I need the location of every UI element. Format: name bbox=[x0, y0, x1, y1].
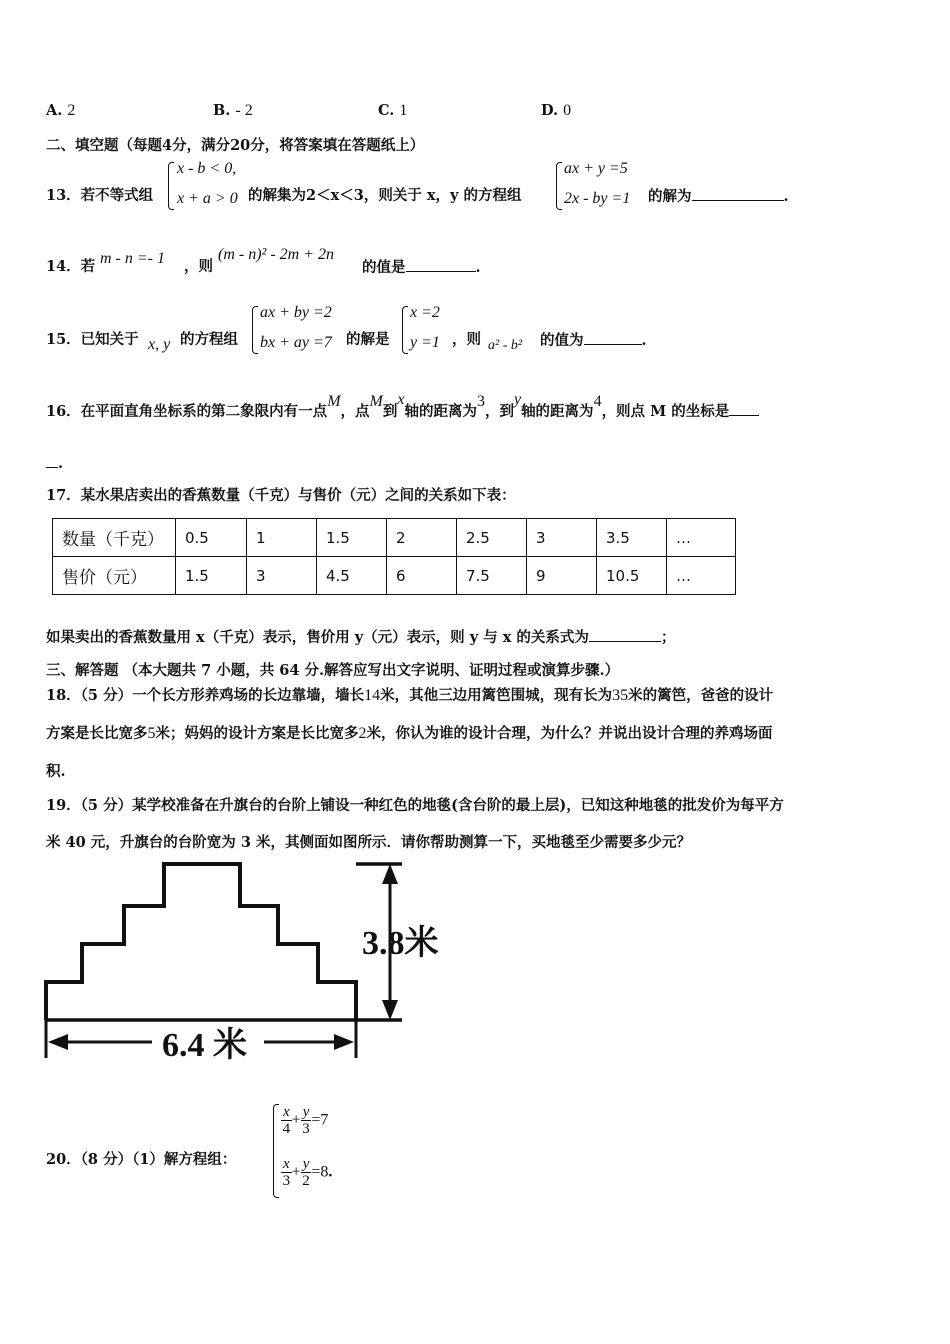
table-header-quantity: 数量（千克） bbox=[53, 519, 176, 557]
q13-eq1: ax + y =5 bbox=[564, 160, 628, 177]
q14-prefix: 14．若 bbox=[46, 258, 96, 275]
q15-sol2: y =1 bbox=[410, 334, 440, 351]
q13-ineq1: x - b < 0, bbox=[177, 160, 237, 177]
table-cell: 7.5 bbox=[457, 557, 527, 595]
q14-cond: m - n =- 1 bbox=[100, 250, 166, 267]
table-cell: 1 bbox=[247, 519, 317, 557]
banana-price-table bbox=[52, 518, 736, 595]
section3-header: 三、解答题 （本大题共 7 小题，共 64 分.解答应写出文字说明、证明过程或演算步骤.） bbox=[46, 662, 620, 679]
table-cell: … bbox=[667, 557, 736, 595]
q16-continuation: . bbox=[46, 453, 63, 474]
q20-eq1: $\frac{x}{4}$ + $\frac{y}{3}$ =7 bbox=[282, 1104, 329, 1137]
q16-answer-blank-cont[interactable] bbox=[46, 453, 58, 468]
frac-y-2: $\frac{y}{2}$ bbox=[302, 1156, 310, 1189]
q17-answer-blank[interactable] bbox=[589, 627, 661, 642]
table-cell: 10.5 bbox=[597, 557, 667, 595]
q18-line1: 18．（5 分）一个长方形养鸡场的长边靠墙，墙长14米，其他三边用篱笆围城，现有长为35米的篱笆，爸爸的设计 bbox=[46, 687, 774, 704]
q15-eq2: bx + ay =7 bbox=[260, 334, 332, 351]
table-cell: 2 bbox=[387, 519, 457, 557]
table-cell: 2.5 bbox=[457, 519, 527, 557]
stairs-outline bbox=[46, 864, 356, 1020]
q15-mid2: 的解是 bbox=[346, 331, 390, 348]
q15-mid1: 的方程组 bbox=[180, 331, 238, 348]
q14-suffix: 的值是 . bbox=[362, 259, 481, 276]
table-cell: 4.5 bbox=[317, 557, 387, 595]
section2-header: 二、填空题（每题4分，满分20分，将答案填在答题纸上） bbox=[46, 137, 425, 154]
q19-line1: 19．（5 分）某学校准备在升旗台的台阶上铺设一种红色的地毯(含台阶的最上层)，已知这种地毯的批发价为每平方 bbox=[46, 797, 784, 814]
q15-sol1: x =2 bbox=[410, 304, 440, 321]
height-arrow-down bbox=[382, 1000, 398, 1020]
q16-answer-blank[interactable] bbox=[729, 401, 759, 416]
q17-intro: 17．某水果店卖出的香蕉数量（千克）与售价（元）之间的关系如下表： bbox=[46, 487, 516, 504]
q13-brace-2 bbox=[556, 162, 562, 210]
q20-prefix: 20．（8 分）（1）解方程组： bbox=[46, 1151, 237, 1168]
q18-line2: 方案是长比宽多5米；妈妈的设计方案是长比宽多2米，你认为谁的设计合理，为什么？并说出设计合理的养鸡场面 bbox=[46, 725, 773, 742]
q13-ineq2: x + a > 0 bbox=[177, 190, 238, 207]
q20-eq2: $\frac{x}{3}$ + $\frac{y}{2}$ =8. bbox=[282, 1156, 333, 1189]
frac-x-3: $\frac{x}{3}$ bbox=[282, 1156, 291, 1189]
q13-suffix: 的解为 . bbox=[648, 188, 789, 205]
width-label: 6.4 米 bbox=[162, 1027, 247, 1064]
q17-question: 如果卖出的香蕉数量用 x（千克）表示，售价用 y（元）表示，则 y 与 x 的关系式为 ； bbox=[46, 629, 676, 646]
q19-line2: 米 40 元，升旗台的台阶宽为 3 米，其侧面如图所示．请你帮助测算一下，买地毯至少需要多少元？ bbox=[46, 834, 691, 851]
q13-eq2: 2x - by =1 bbox=[564, 190, 631, 207]
frac-x-4: $\frac{x}{4}$ bbox=[282, 1104, 291, 1137]
width-arrow-right bbox=[334, 1034, 354, 1050]
stairs-figure bbox=[40, 858, 460, 1068]
q15-mid3: ，则 bbox=[452, 331, 481, 348]
width-arrow-left bbox=[48, 1034, 68, 1050]
choice-a: A. 2 bbox=[46, 102, 76, 119]
table-cell: 6 bbox=[387, 557, 457, 595]
table-cell: 3 bbox=[247, 557, 317, 595]
q15-answer-blank[interactable] bbox=[584, 330, 642, 345]
table-cell: … bbox=[667, 519, 736, 557]
q16-line: 16．在平面直角坐标系的第二象限内有一点M，点M到x轴的距离为3，到y轴的距离为4，则点 M 的坐标是 bbox=[46, 401, 759, 422]
q20-brace bbox=[273, 1104, 279, 1198]
q15-suffix: 的值为 . bbox=[540, 332, 647, 349]
table-header-price: 售价（元） bbox=[53, 557, 176, 595]
q14-expr: (m - n)² - 2m + 2n bbox=[218, 246, 335, 263]
q18-line3: 积. bbox=[46, 763, 66, 780]
q13-brace-1 bbox=[168, 162, 174, 210]
table-cell: 3 bbox=[527, 519, 597, 557]
table-row bbox=[53, 519, 736, 557]
q15-brace-2 bbox=[402, 306, 408, 354]
table-row bbox=[53, 557, 736, 595]
table-cell: 1.5 bbox=[176, 557, 247, 595]
q15-eq1: ax + by =2 bbox=[260, 304, 332, 321]
table-cell: 1.5 bbox=[317, 519, 387, 557]
q13-answer-blank[interactable] bbox=[692, 186, 784, 201]
q15-brace-1 bbox=[252, 306, 258, 354]
choice-b: B. - 2 bbox=[213, 102, 253, 119]
choice-d: D. 0 bbox=[541, 102, 572, 119]
table-cell: 9 bbox=[527, 557, 597, 595]
q15-prefix: 15．已知关于 bbox=[46, 331, 139, 348]
q13-mid: 的解集为2＜x＜3，则关于 x，y 的方程组 bbox=[248, 187, 522, 204]
q14-mid: ，则 bbox=[184, 258, 213, 275]
q14-answer-blank[interactable] bbox=[406, 257, 476, 272]
height-label: 3.8米 bbox=[362, 925, 439, 962]
height-arrow-up bbox=[382, 864, 398, 884]
choice-c: C. 1 bbox=[378, 102, 408, 119]
q15-vars: x, y bbox=[148, 336, 171, 353]
table-cell: 3.5 bbox=[597, 519, 667, 557]
q15-expr: a² - b² bbox=[488, 338, 523, 353]
q13-prefix: 13．若不等式组 bbox=[46, 187, 154, 204]
frac-y-3: $\frac{y}{3}$ bbox=[302, 1104, 310, 1137]
table-cell: 0.5 bbox=[176, 519, 247, 557]
